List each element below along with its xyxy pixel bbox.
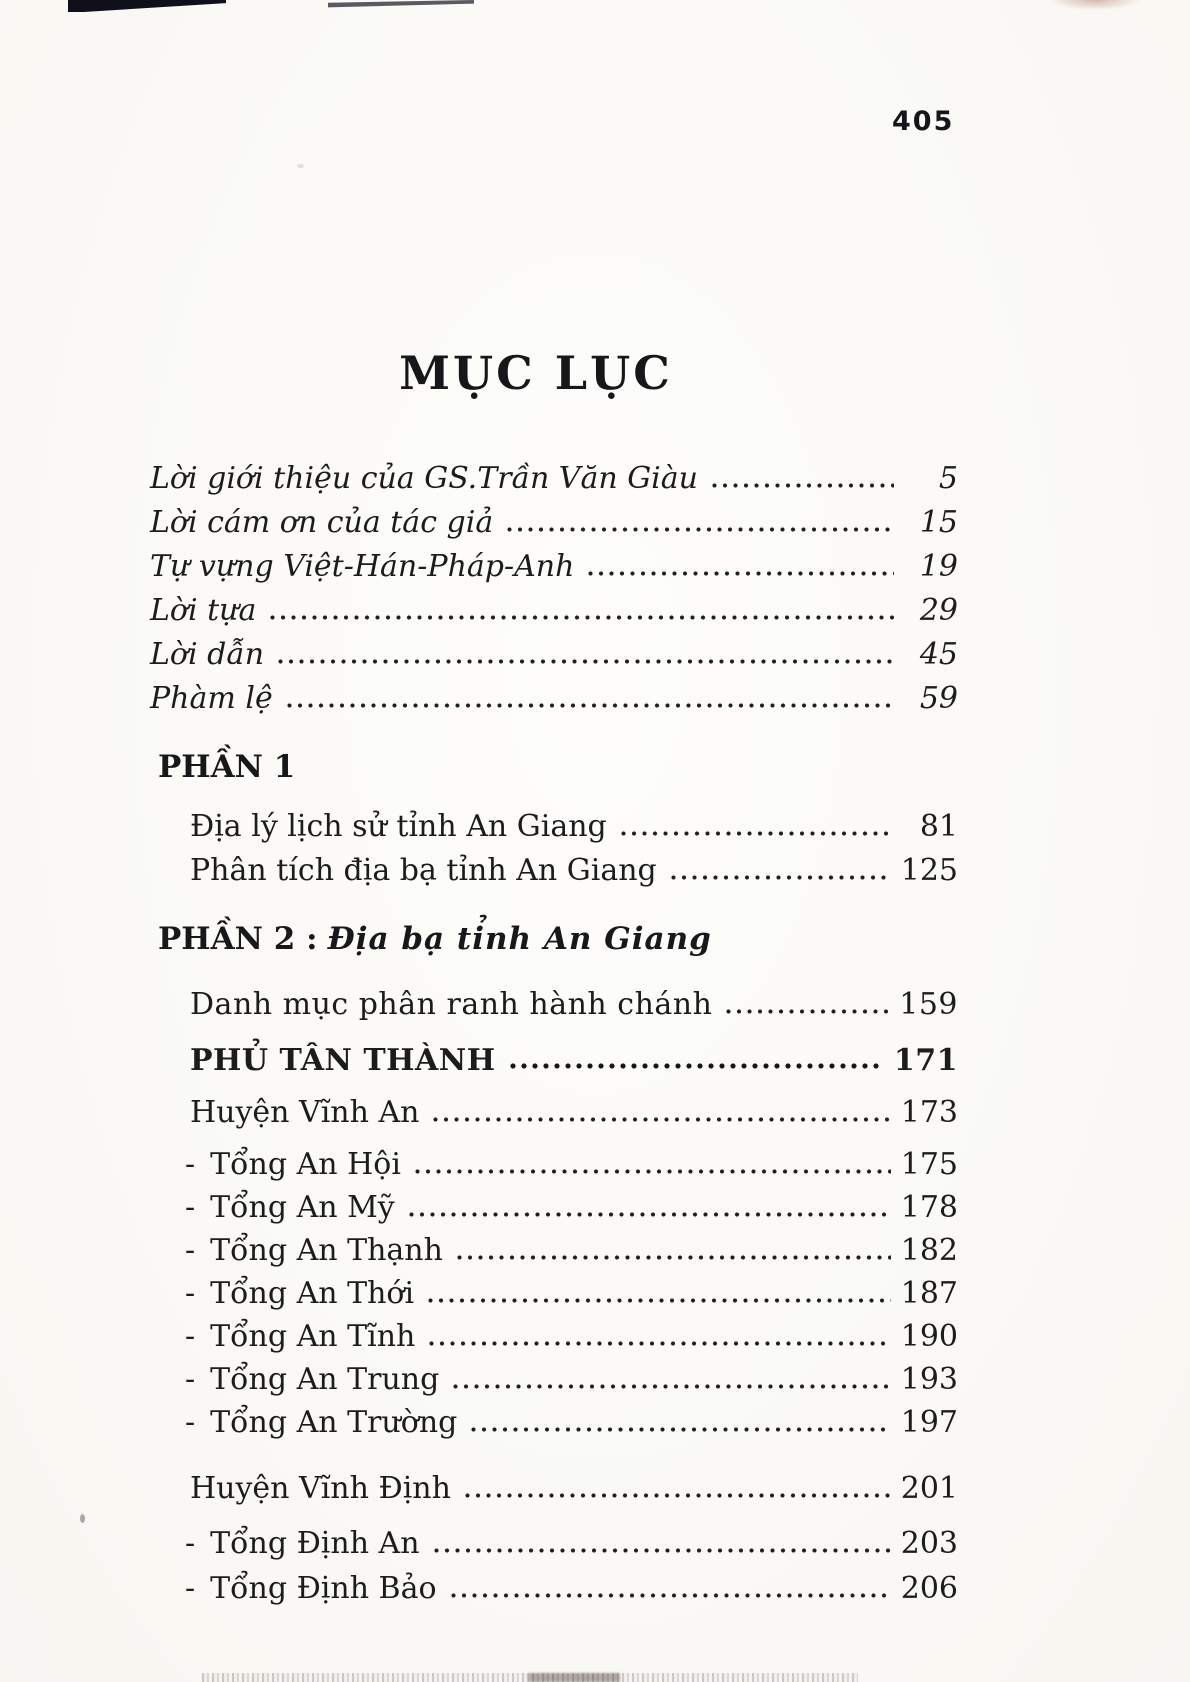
toc-entry <box>150 1561 958 1606</box>
toc-entry <box>150 1354 958 1397</box>
toc-entry-page: 173 <box>900 1095 958 1131</box>
toc-entry-page: 15 <box>919 505 958 541</box>
toc-entry-page: 29 <box>919 593 958 629</box>
toc-entry-label: Huyện Vĩnh Định <box>190 1471 451 1507</box>
toc-entry-label: Tổng Định Bảo <box>210 1571 437 1607</box>
page-title: MỤC LỤC <box>399 346 673 400</box>
toc-entry <box>150 1268 958 1311</box>
toc-entry <box>150 628 958 672</box>
toc-entry-page: 125 <box>900 853 958 889</box>
dot-leader <box>434 1548 891 1553</box>
dot-leader <box>428 1298 891 1303</box>
scan-speck <box>80 1514 85 1523</box>
section-heading-part2-title: Địa bạ tỉnh An Giang <box>327 921 712 957</box>
table-of-contents <box>150 452 958 1606</box>
toc-entry-label: Tổng An Hội <box>210 1147 401 1183</box>
toc-entry <box>150 1139 958 1182</box>
toc-entry-label: Huyện Vĩnh An <box>190 1095 420 1131</box>
toc-entry <box>150 1311 958 1354</box>
scan-artifact-bottom-dark <box>528 1673 620 1682</box>
dash-bullet: - <box>185 1405 196 1441</box>
toc-entry <box>150 672 958 716</box>
toc-entry-page: 182 <box>900 1233 958 1269</box>
toc-entry-huyen-vinh-dinh <box>150 1460 958 1506</box>
toc-entry <box>150 978 958 1022</box>
dot-leader <box>457 1255 891 1260</box>
dot-leader <box>621 831 894 836</box>
dot-leader <box>510 1063 884 1069</box>
dash-bullet: - <box>185 1233 196 1269</box>
toc-entry-page: 5 <box>938 461 958 497</box>
toc-entry-label: Lời dẫn <box>150 637 265 673</box>
toc-entry-page: 206 <box>900 1571 958 1607</box>
dash-bullet: - <box>185 1147 196 1183</box>
toc-entry-label: Tổng An Trường <box>210 1405 458 1441</box>
toc-entry-huyen-vinh-an <box>150 1084 958 1130</box>
toc-entry-label: Tổng Định An <box>210 1526 420 1562</box>
toc-entry <box>150 452 958 496</box>
toc-entry <box>150 1225 958 1268</box>
toc-entry-label: Địa lý lịch sử tỉnh An Giang <box>190 809 607 845</box>
toc-entry <box>150 540 958 584</box>
dot-leader <box>415 1169 891 1174</box>
dot-leader <box>287 703 894 708</box>
toc-entry-label: Lời tựa <box>150 593 257 629</box>
toc-entry-label: Tổng An Thạnh <box>210 1233 443 1269</box>
toc-entry-label: PHỦ TÂN THÀNH <box>190 1043 496 1079</box>
toc-entry-page: 203 <box>900 1526 958 1562</box>
scan-artifact-top-streak <box>328 0 474 8</box>
dot-leader <box>453 1384 890 1389</box>
toc-entry <box>150 1397 958 1440</box>
dot-leader <box>471 1427 890 1432</box>
scan-speck <box>297 164 304 168</box>
page-number: 405 <box>892 106 955 137</box>
toc-entry-page: 175 <box>900 1147 958 1183</box>
toc-entry <box>150 584 958 628</box>
dot-leader <box>429 1341 890 1346</box>
scan-artifact-top-left <box>68 0 226 12</box>
dot-leader <box>465 1493 891 1498</box>
toc-entry-page: 19 <box>919 549 958 585</box>
dot-leader <box>433 1117 890 1122</box>
toc-entry <box>150 1182 958 1225</box>
toc-entry-phu-tan-thanh <box>150 1030 958 1078</box>
section-heading-part2-label: PHẦN 2 : <box>158 921 318 957</box>
scan-artifact-top-right <box>1050 0 1140 10</box>
dot-leader <box>409 1212 891 1217</box>
toc-entry-page: 193 <box>900 1362 958 1398</box>
dash-bullet: - <box>185 1526 196 1562</box>
toc-entry-page: 201 <box>900 1471 958 1507</box>
toc-entry-page: 197 <box>900 1405 958 1441</box>
dot-leader <box>270 615 894 620</box>
dot-leader <box>671 875 891 880</box>
dash-bullet: - <box>185 1319 196 1355</box>
toc-entry-label: Phân tích địa bạ tỉnh An Giang <box>190 853 657 889</box>
dash-bullet: - <box>185 1190 196 1226</box>
toc-entry-page: 59 <box>919 681 958 717</box>
toc-entry-page: 190 <box>900 1319 958 1355</box>
toc-entry-label: Lời cám ơn của tác giả <box>150 505 494 541</box>
toc-entry-page: 81 <box>919 809 958 845</box>
dash-bullet: - <box>185 1362 196 1398</box>
toc-entry <box>150 496 958 540</box>
toc-entry-label: Danh mục phân ranh hành chánh <box>190 987 713 1023</box>
toc-entry-label: Tổng An Thới <box>210 1276 415 1312</box>
toc-entry <box>150 800 958 844</box>
dot-leader <box>278 659 894 664</box>
toc-entry-page: 178 <box>900 1190 958 1226</box>
dash-bullet: - <box>185 1571 196 1607</box>
toc-entry-label: Tổng An Trung <box>210 1362 440 1398</box>
toc-entry <box>150 1516 958 1561</box>
dot-leader <box>507 527 894 532</box>
dash-bullet: - <box>185 1276 196 1312</box>
toc-entry-page: 45 <box>919 637 958 673</box>
section-heading-part1: PHẦN 1 <box>158 749 296 785</box>
toc-entry-label: Tự vựng Việt-Hán-Pháp-Anh <box>150 549 575 585</box>
toc-entry-label: Lời giới thiệu của GS.Trần Văn Giàu <box>150 461 698 497</box>
dot-leader <box>588 571 894 576</box>
toc-entry-page: 187 <box>900 1276 958 1312</box>
toc-entry-page: 159 <box>899 987 958 1023</box>
toc-entry-page: 171 <box>893 1043 958 1079</box>
dot-leader <box>451 1593 891 1598</box>
section-heading-part2 <box>158 918 958 960</box>
dot-leader <box>726 1009 889 1014</box>
toc-entry <box>150 844 958 888</box>
dot-leader <box>712 483 894 488</box>
toc-entry-label: Tổng An Mỹ <box>210 1190 395 1226</box>
toc-entry-label: Phàm lệ <box>150 681 273 717</box>
toc-entry-label: Tổng An Tĩnh <box>210 1319 416 1355</box>
